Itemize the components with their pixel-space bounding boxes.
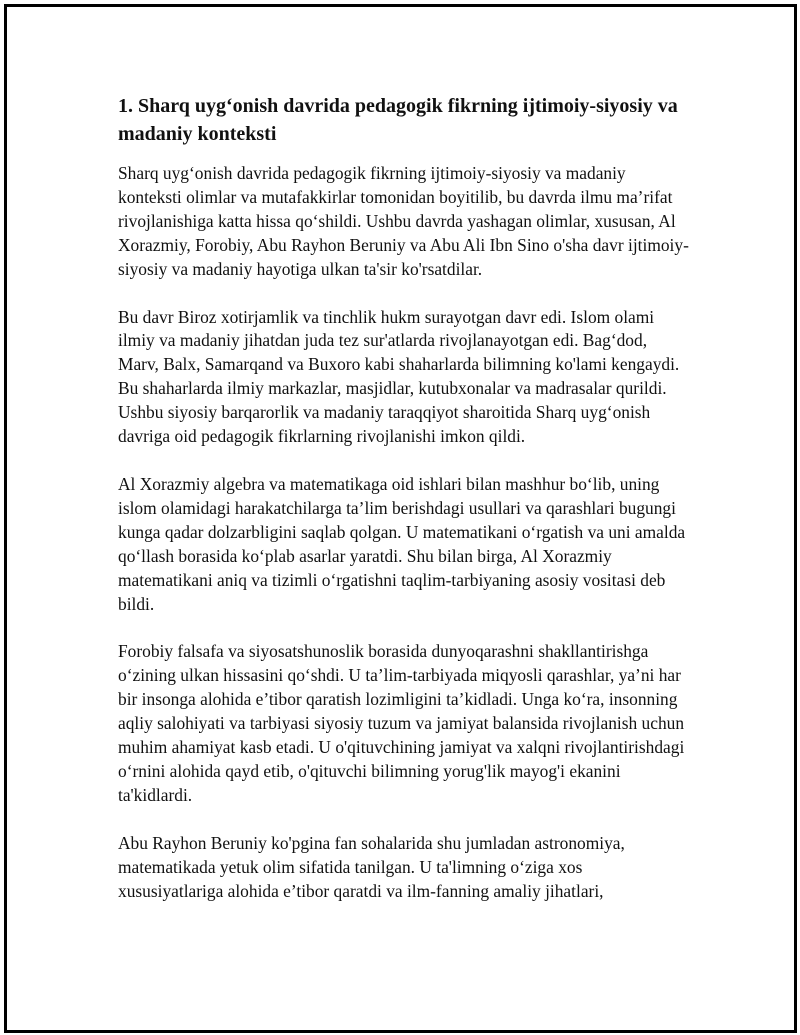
paragraph-4: Forobiy falsafa va siyosatshunoslik borasida dunyoqarashni shakllantirishga o‘zining ulkan hissasini qo‘shdi. U ta’lim-tarbiyada miqyosli qarashlar, ya’ni har bir insonga alohida e’tibor qaratish lozimligini ta’kidladi. Unga ko‘ra, insonning aqliy salohiyati va tarbiyasi siyosiy tuzum va jamiyat balansida rivojlanish uchun muhim ahamiyat kasb etadi. U o'qituvchining jamiyat va xalqni rivojlantirishdagi o‘rnini alohida qayd etib, o'qituvchi bilimning yorug'lik mayog'i ekanini ta'kidlardi. — [118, 641, 685, 805]
paragraph-5: Abu Rayhon Beruniy ko'pgina fan sohalarida shu jumladan astronomiya, matematikada yetuk olim sifatida tanilgan. U ta'limning o‘ziga xos xususiyatlariga alohida e’tibor qaratdi va ilm-fanning amaliy jihatlari, — [118, 832, 625, 901]
document-body — [118, 92, 690, 927]
paragraph-2: Bu davr Biroz xotirjamlik va tinchlik hukm surayotgan davr edi. Islom olami ilmiy va madaniy jihatdan juda tez sur'atlarda rivojlanayotgan edi. Bag‘dod, Marv, Balx, Samarqand va Buxoro kabi shaharlarda bilimning ko'lami kengaydi. Bu shaharlarda ilmiy markazlar, masjidlar, kutubxonalar va madrasalar qurildi. Ushbu siyosiy barqarorlik va madaniy taraqqiyot sharoitida Sharq uyg‘onish davriga oid pedagogik fikrlarning rivojlanishi imkon qildi. — [118, 306, 680, 447]
paragraph-3: Al Xorazmiy algebra va matematikaga oid ishlari bilan mashhur bo‘lib, uning islom olamidagi harakatchilarga ta’lim berishdagi usullari va qarashlari bugungi kunga qadar dolzarbligini saqlab qolgan. U matematikani o‘rgatish va uni amalda qo‘llash borasida ko‘plab asarlar yaratdi. Shu bilan birga, Al Xorazmiy matematikani aniq va tizimli o‘rgatishni taqlim-tarbiyaning asosiy vositasi deb bildi. — [118, 473, 686, 614]
paragraph-1: Sharq uyg‘onish davrida pedagogik fikrning ijtimoiy-siyosiy va madaniy konteksti olimlar va mutafakkirlar tomonidan boyitilib, bu davrda ilmu ma’rifat rivojlanishiga katta hissa qo‘shildi. Ushbu davrda yashagan olimlar, xususan, Al Xorazmiy, Forobiy, Abu Rayhon Beruniy va Abu Ali Ibn Sino o'sha davr ijtimoiy-siyosiy va madaniy hayotiga ulkan ta'sir ko'rsatdilar. — [118, 163, 689, 279]
section-heading: 1. Sharq uyg‘onish davrida pedagogik fikrning ijtimoiy-siyosiy va madaniy konteksti — [118, 95, 678, 145]
